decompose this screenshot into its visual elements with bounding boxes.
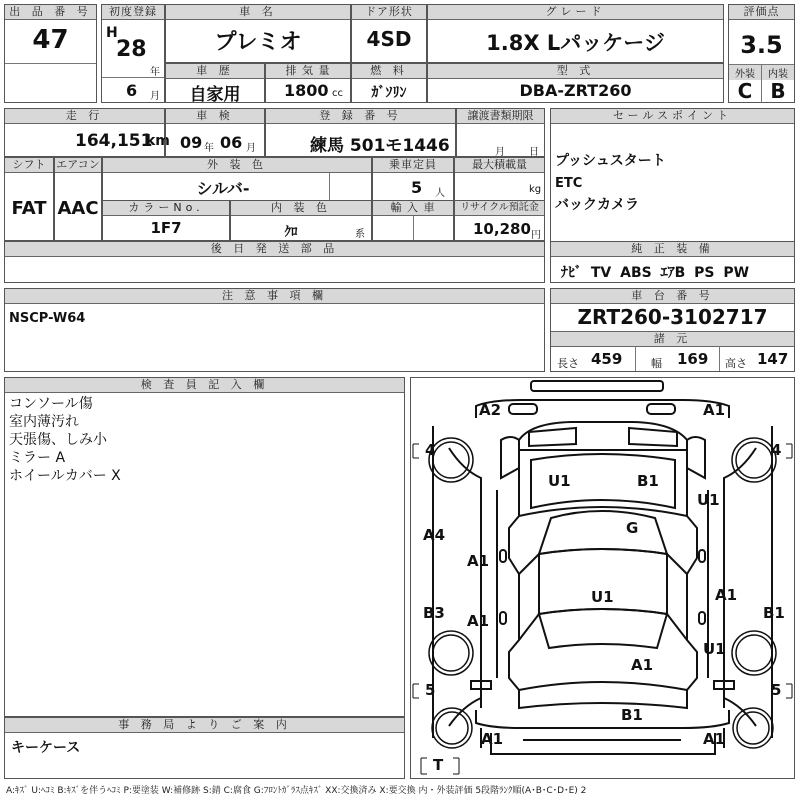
model-cell — [427, 63, 724, 103]
inspector-line: コンソール傷 — [9, 396, 93, 412]
mark-trunk: A1 — [631, 656, 654, 674]
ext-grade: C — [737, 79, 753, 103]
sales-point-item: ETC — [555, 176, 583, 191]
evaluation-score: 3.5 — [740, 31, 783, 59]
history-cell — [165, 63, 265, 103]
inspector-label: 検 査 員 記 入 欄 — [5, 378, 404, 393]
registration-cell — [265, 108, 456, 157]
color-number: 1F7 — [150, 219, 182, 237]
transfer-cell — [456, 108, 545, 157]
length-label: 長さ — [557, 357, 579, 370]
score-label: 評価点 — [729, 5, 794, 20]
transfer-label: 譲渡書類期限 — [457, 109, 544, 124]
notes-label: 注 意 事 項 欄 — [5, 289, 544, 304]
displacement: 1800 — [284, 81, 329, 100]
inspector-panel — [4, 377, 405, 717]
ac-cell — [54, 157, 102, 241]
car-name-label: 車 名 — [166, 5, 350, 20]
recycle-unit: 円 — [531, 230, 541, 241]
month-unit: 月 — [150, 91, 160, 102]
mark-rear-door-right: U1 — [703, 640, 726, 658]
sales-point-item: バックカメラ — [555, 197, 639, 213]
tire-rear-right: 5 — [771, 681, 782, 699]
equipment-cell — [550, 241, 795, 283]
color-label: 外 装 色 — [103, 158, 371, 173]
inspection-year: 09 — [180, 133, 203, 152]
fuel-label: 燃 料 — [352, 64, 426, 79]
mark-rear-door-left: A1 — [467, 612, 490, 630]
history-label: 車 歴 — [166, 64, 264, 79]
chassis-number: ZRT260-3102717 — [577, 305, 768, 329]
first-registration-cell — [101, 4, 165, 103]
int-label: 内装 — [762, 65, 794, 80]
registration-number: 練馬 501モ1446 — [310, 136, 450, 156]
transfer-month-unit: 月 — [495, 147, 505, 158]
shift: FAT — [11, 198, 47, 219]
load-unit: kg — [529, 184, 542, 195]
ext-label: 外装 — [729, 65, 761, 80]
score-cell — [728, 4, 795, 103]
tire-front-left: 4 — [425, 441, 436, 459]
color-cell — [102, 157, 372, 201]
office-panel — [4, 717, 405, 779]
mark-front-door-left: A1 — [467, 552, 490, 570]
width-label: 幅 — [651, 357, 662, 370]
later-shipment-cell — [4, 241, 545, 283]
mark-front-fender-right: U1 — [697, 491, 720, 509]
inspector-line: ミラー A — [9, 450, 66, 466]
inspection-label: 車 検 — [166, 109, 264, 124]
grade-label: グレード — [428, 5, 723, 20]
height-value: 147 — [757, 350, 789, 368]
import-label: 輸 入 車 — [373, 201, 453, 216]
history: 自家用 — [189, 85, 241, 105]
shift-cell — [4, 157, 54, 241]
fuel: ｶﾞｿﾘﾝ — [371, 85, 407, 101]
legend-text: A:ｷｽﾞ U:ﾍｺﾐ B:ｷｽﾞを伴うﾍｺﾐ P:要塗装 W:補修跡 S:錆 C:腐食 G:ﾌﾛﾝﾄｶﾞﾗｽ点ｷｽﾞ XX:交換済み X:要交換 内・外装評価 5段階ﾗﾝｸ順(A･B･C･D･E) 2 — [6, 786, 587, 796]
displacement-cell — [265, 63, 351, 103]
interior-color-cell — [230, 200, 372, 241]
mileage: 164,151 — [75, 131, 153, 151]
tire-front-right: 4 — [771, 441, 782, 459]
lot-number-label: 出 品 番 号 — [5, 5, 96, 20]
mark-front-door-right: A1 — [715, 586, 738, 604]
colorno-cell — [102, 200, 230, 241]
mark-rear-bumper-left: A1 — [481, 730, 504, 748]
grade-cell — [427, 4, 724, 63]
capacity-cell — [372, 157, 454, 201]
later-shipment-label: 後 日 発 送 部 品 — [5, 242, 544, 257]
grade: 1.8X Lパッケージ — [486, 31, 665, 55]
sales-point-item: プッシュスタート — [555, 153, 666, 169]
mark-windshield: B1 — [637, 472, 659, 490]
displacement-label: 排 気 量 — [266, 64, 350, 79]
lot-number-cell — [4, 4, 97, 103]
lot-number: 47 — [32, 25, 69, 55]
length-value: 459 — [591, 350, 623, 368]
inspection-month: 06 — [220, 133, 243, 152]
office-text: キーケース — [11, 740, 81, 756]
capacity-label: 乗車定員 — [373, 158, 453, 173]
car-name: プレミオ — [214, 30, 302, 55]
registration-month: 6 — [126, 81, 138, 100]
mileage-cell — [4, 108, 170, 157]
office-label: 事 務 局 よ り ご 案 内 — [5, 718, 404, 733]
width-value: 169 — [677, 350, 709, 368]
recycle-label: リサイクル預託金 — [455, 201, 544, 216]
inspector-line: ホイールカバー X — [9, 468, 121, 484]
interior-color-label: 内 装 色 — [231, 201, 371, 216]
registration-year: 28 — [116, 37, 147, 62]
recycle-cell — [454, 200, 545, 241]
year-unit: 年 — [150, 67, 160, 78]
capacity: 5 — [411, 178, 423, 197]
inspector-line: 天張傷、しみ小 — [9, 432, 107, 448]
notes-text: NSCP-W64 — [9, 311, 86, 326]
model-label: 型 式 — [428, 64, 723, 79]
mark-rear-fender-right: B1 — [763, 604, 785, 622]
mark-front-bumper-left: A2 — [479, 401, 502, 419]
first-registration-label: 初度登録 — [102, 5, 164, 20]
chassis-panel — [550, 288, 795, 372]
load-label: 最大積載量 — [455, 158, 544, 173]
mark-rear-fender-left: B3 — [423, 604, 445, 622]
spec-label: 諸 元 — [551, 331, 794, 347]
door-cell — [351, 4, 427, 63]
sales-point-panel — [550, 108, 795, 242]
door-type: 4SD — [366, 27, 412, 51]
mileage-label: 走 行 — [5, 109, 164, 124]
car-body-outline — [411, 378, 794, 778]
mark-rear-bumper-right: A1 — [703, 730, 726, 748]
car-name-cell — [165, 4, 351, 63]
displacement-unit: cc — [332, 88, 343, 99]
tire-rear-left: 5 — [425, 681, 436, 699]
aircon: AAC — [57, 198, 99, 219]
door-label: ドア形状 — [352, 5, 426, 20]
inspector-line: 室内薄汚れ — [9, 414, 79, 430]
ac-label: エアコン — [56, 158, 100, 171]
shift-label: シフト — [5, 158, 53, 173]
int-grade: B — [770, 79, 786, 103]
inspection-year-unit: 年 — [204, 143, 214, 154]
registration-label: 登 録 番 号 — [266, 109, 455, 124]
exterior-color: シルバ- — [196, 179, 250, 198]
transfer-day-unit: 日 — [529, 147, 539, 158]
interior-color: ｸﾛ — [284, 225, 298, 240]
sales-point-label: セールスポイント — [551, 109, 794, 124]
equipment-label: 純 正 装 備 — [551, 242, 794, 257]
spare-tire: T — [433, 756, 444, 774]
mark-rear-glass: B1 — [621, 706, 643, 724]
inspection-month-unit: 月 — [246, 143, 256, 154]
recycle-fee: 10,280 — [473, 220, 531, 238]
era-label: H — [106, 25, 118, 41]
notes-panel — [4, 288, 545, 372]
damage-diagram — [410, 377, 795, 779]
mark-front-bumper-right: A1 — [703, 401, 726, 419]
equipment-list: ﾅﾋﾞ TV ABS ｴｱB PS PW — [561, 265, 750, 281]
import-cell — [372, 200, 454, 241]
model-code: DBA-ZRT260 — [519, 81, 632, 100]
mileage-unit: km — [146, 133, 170, 149]
mark-roof: G — [626, 519, 639, 537]
mark-roof-center: U1 — [591, 588, 614, 606]
fuel-cell — [351, 63, 427, 103]
load-cell — [454, 157, 545, 201]
interior-color-unit: 系 — [355, 229, 365, 240]
chassis-label: 車 台 番 号 — [551, 289, 794, 304]
capacity-unit: 人 — [435, 188, 445, 199]
colorno-label: カラーNo. — [103, 201, 229, 216]
inspection-cell — [165, 108, 265, 157]
height-label: 高さ — [725, 357, 747, 370]
mark-hood: U1 — [548, 472, 571, 490]
mark-front-fender-left: A4 — [423, 526, 446, 544]
